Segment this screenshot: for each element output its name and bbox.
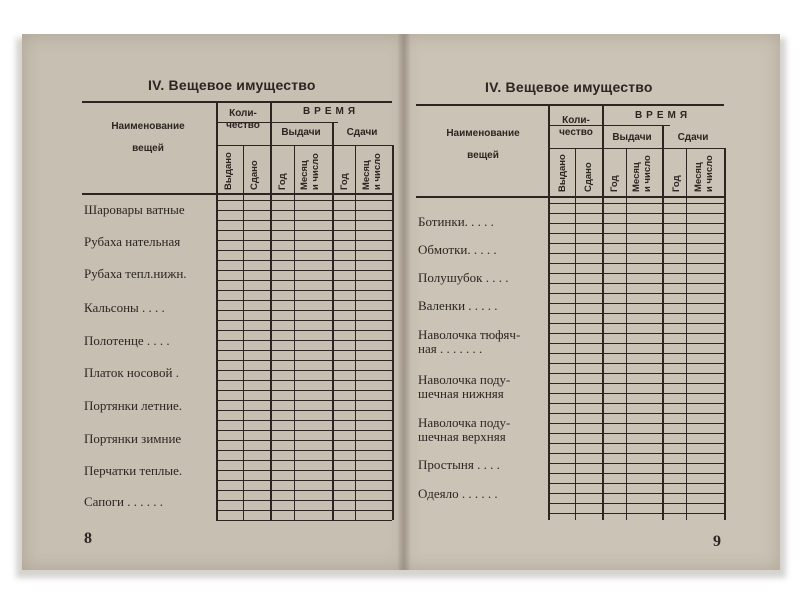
header-bottom-rule — [416, 196, 724, 198]
item-name — [84, 267, 187, 281]
grid-row-rule — [216, 210, 392, 211]
item-name-line: Кальсоны . . . . — [84, 300, 165, 315]
column-rule — [294, 145, 295, 520]
issued-day-header: и число — [642, 155, 653, 192]
grid-row-rule — [216, 410, 392, 411]
issued-month-header: Месяц — [631, 162, 642, 192]
grid-row-rule — [548, 493, 724, 494]
column-rule — [602, 104, 604, 520]
item-name — [84, 495, 163, 509]
item-name — [84, 399, 182, 413]
grid-row-rule — [548, 443, 724, 444]
item-name — [418, 487, 498, 501]
item-name — [84, 334, 170, 348]
grid-row-rule — [216, 420, 392, 421]
issued-column-header: Выдано — [557, 154, 568, 192]
grid-row-rule — [216, 450, 392, 451]
returned-column-header: Сдано — [583, 162, 594, 192]
item-name-line: Одеяло . . . . . . — [418, 486, 498, 501]
returned-group-header: Сдачи — [677, 132, 709, 143]
returned-month-header: Месяц — [361, 160, 372, 190]
grid-row-rule — [216, 490, 392, 491]
grid-row-rule — [216, 300, 392, 301]
book-spine — [398, 34, 410, 570]
header-bottom-rule — [82, 193, 392, 195]
time-header-rule — [216, 122, 338, 123]
grid-row-rule — [216, 270, 392, 271]
column-rule — [392, 145, 394, 520]
issued-group-header: Выдачи — [612, 132, 652, 143]
item-name-line: Полушубок . . . . — [418, 270, 509, 285]
grid-row-rule — [216, 220, 392, 221]
item-name — [84, 366, 179, 380]
grid-row-rule — [548, 243, 724, 244]
issued-column-header: Выдано — [223, 152, 234, 190]
item-name — [418, 373, 510, 401]
grid-row-rule — [548, 383, 724, 384]
grid-row-rule — [216, 510, 392, 511]
item-name-line: шечная нижняя — [418, 386, 504, 401]
grid-row-rule — [216, 430, 392, 431]
item-name — [84, 235, 180, 249]
time-header: ВРЕМЯ — [634, 110, 692, 121]
grid-row-rule — [548, 353, 724, 354]
item-name — [418, 458, 500, 472]
grid-row-rule — [216, 500, 392, 501]
item-name-line: Портянки летние. — [84, 398, 183, 413]
grid-row-rule — [548, 453, 724, 454]
grid-row-rule — [548, 473, 724, 474]
right-section-title: IV. Вещевое имущество — [485, 79, 653, 95]
grid-row-rule — [216, 230, 392, 231]
right-page-number: 9 — [713, 533, 721, 550]
grid-row-rule — [548, 483, 724, 484]
grid-row-rule — [216, 370, 392, 371]
grid-row-rule — [548, 203, 724, 204]
grid-row-rule — [548, 263, 724, 264]
item-name — [418, 299, 498, 313]
grid-row-rule — [548, 313, 724, 314]
left-section-title: IV. Вещевое имущество — [148, 77, 316, 93]
grid-row-rule — [216, 200, 392, 201]
item-name-line: Рубаха тепл.нижн. — [84, 266, 187, 281]
grid-row-rule — [216, 520, 392, 521]
time-header: ВРЕМЯ — [302, 106, 360, 117]
issued-group-header: Выдачи — [281, 127, 321, 138]
grid-row-rule — [216, 480, 392, 481]
grid-row-rule — [548, 393, 724, 394]
issued-month-header: Месяц — [299, 160, 310, 190]
name-column-header: Наименование вещей — [446, 128, 520, 161]
grid-row-rule — [216, 460, 392, 461]
grid-row-rule — [216, 310, 392, 311]
returned-day-header: и число — [372, 153, 383, 190]
item-name — [418, 215, 494, 229]
grid-row-rule — [548, 343, 724, 344]
item-name-line: Ботинки. . . . . — [418, 214, 494, 229]
item-name-line: Портянки зимние — [84, 431, 182, 446]
item-name-line: Рубаха нательная — [84, 234, 181, 249]
grid-row-rule — [548, 403, 724, 404]
grid-row-rule — [216, 360, 392, 361]
item-name-line: шечная верхняя — [418, 429, 506, 444]
grid-row-rule — [216, 290, 392, 291]
column-rule — [548, 104, 550, 520]
grid-row-rule — [548, 423, 724, 424]
grid-row-rule — [548, 213, 724, 214]
item-name-line: Полотенце . . . . — [84, 333, 170, 348]
column-rule — [724, 148, 726, 520]
returned-month-header: Месяц — [693, 162, 704, 192]
grid-row-rule — [216, 390, 392, 391]
item-name — [418, 416, 510, 444]
grid-row-rule — [548, 293, 724, 294]
grid-row-rule — [548, 273, 724, 274]
quantity-header: Коли- чество — [559, 115, 593, 138]
grid-row-rule — [548, 433, 724, 434]
item-name-line: Наволочка тюфяч- — [418, 327, 521, 342]
grid-row-rule — [548, 253, 724, 254]
item-name-line: Простыня . . . . — [418, 457, 500, 472]
grid-row-rule — [548, 303, 724, 304]
grid-row-rule — [216, 440, 392, 441]
grid-row-rule — [216, 260, 392, 261]
item-name — [84, 301, 165, 315]
item-name — [418, 243, 497, 257]
item-name-line: Обмотки. . . . . — [418, 242, 497, 257]
returned-year-header: Год — [339, 173, 350, 190]
item-name-line: Наволочка поду- — [418, 372, 511, 387]
grid-row-rule — [548, 413, 724, 414]
item-name-line: Валенки . . . . . — [418, 298, 498, 313]
grid-row-rule — [548, 283, 724, 284]
grid-row-rule — [548, 323, 724, 324]
table-top-rule — [416, 104, 724, 106]
grid-row-rule — [548, 233, 724, 234]
item-name-line: Платок носовой . — [84, 365, 179, 380]
returned-day-header: и число — [704, 155, 715, 192]
grid-row-rule — [548, 363, 724, 364]
quantity-header: Коли- чество — [226, 108, 260, 131]
grid-row-rule — [548, 223, 724, 224]
grid-row-rule — [216, 330, 392, 331]
grid-row-rule — [548, 503, 724, 504]
grid-row-rule — [216, 240, 392, 241]
item-name-line: Перчатки теплые. — [84, 463, 183, 478]
returned-column-header: Сдано — [249, 160, 260, 190]
grid-row-rule — [548, 373, 724, 374]
issued-year-header: Год — [609, 175, 620, 192]
grid-row-rule — [216, 250, 392, 251]
grid-row-rule — [216, 340, 392, 341]
grid-row-rule — [216, 380, 392, 381]
grid-row-rule — [216, 470, 392, 471]
item-name — [84, 203, 185, 217]
grid-row-rule — [548, 513, 724, 514]
item-name-line: Сапоги . . . . . . — [84, 494, 164, 509]
grid-row-rule — [216, 400, 392, 401]
grid-row-rule — [216, 350, 392, 351]
item-name-line: Шаровары ватные — [84, 202, 185, 217]
issued-year-header: Год — [277, 173, 288, 190]
grid-row-rule — [216, 280, 392, 281]
item-name-line: ная . . . . . . . — [418, 341, 483, 356]
grid-row-rule — [548, 463, 724, 464]
grid-row-rule — [548, 333, 724, 334]
returned-year-header: Год — [671, 175, 682, 192]
item-name — [84, 432, 181, 446]
table-top-rule — [82, 101, 392, 103]
item-name — [418, 271, 508, 285]
item-name-line: Наволочка поду- — [418, 415, 511, 430]
returned-group-header: Сдачи — [346, 127, 378, 138]
name-column-header: Наименование вещей — [111, 121, 185, 154]
item-name — [84, 464, 182, 478]
item-name — [418, 328, 520, 356]
column-rule — [243, 145, 244, 520]
left-page-number: 8 — [84, 530, 92, 547]
column-rule — [355, 145, 356, 520]
grid-row-rule — [216, 320, 392, 321]
time-header-rule — [548, 125, 670, 126]
issued-day-header: и число — [310, 153, 321, 190]
